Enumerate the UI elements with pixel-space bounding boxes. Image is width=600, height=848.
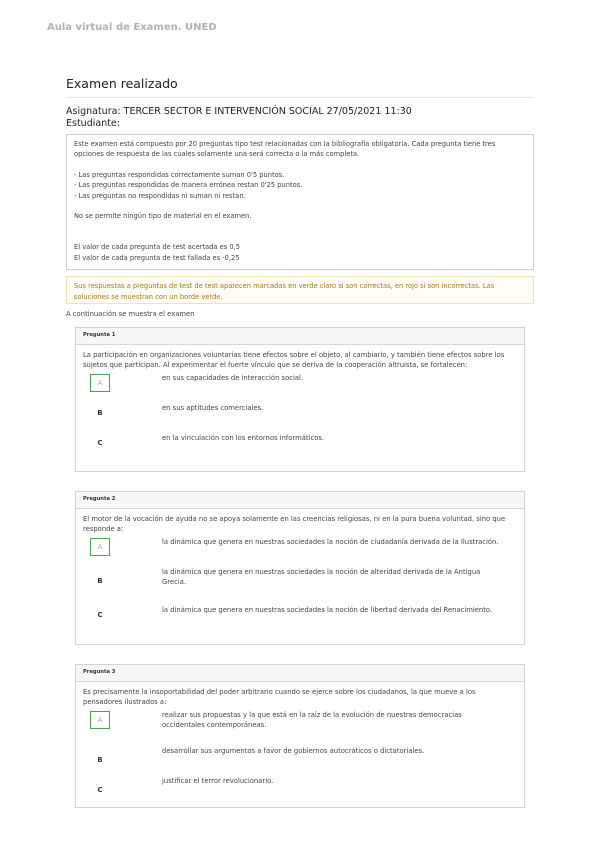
material-rule: No se permite ningún tipo de material en el examen. xyxy=(74,212,252,221)
answer-text: la dinámica que genera en nuestras sociedades la noción de libertad derivada del Renacimiento. xyxy=(162,606,493,614)
answer-option[interactable] xyxy=(76,534,524,564)
answer-text: desarrollar sus argumentos a favor de gobiernos autocráticos o dictatoriales. xyxy=(162,747,425,755)
answer-text: en sus aptitudes comerciales. xyxy=(162,404,264,412)
question-title: Pregunta 2 xyxy=(76,492,524,509)
answer-option[interactable] xyxy=(76,370,524,400)
answer-text: la dinámica que genera en nuestras sociedades la noción de alteridad derivada de la Antigua Grecia. xyxy=(162,568,481,586)
answer-option[interactable] xyxy=(76,400,524,430)
question-text: Es precisamente la insoportabilidad del poder arbitrario cuando se ejerce sobre los ciudadanos, la que mueve a los pensadores ilustrados a: xyxy=(83,688,476,706)
answer-letter: B xyxy=(97,756,103,764)
question-card xyxy=(75,327,525,472)
student-line: Estudiante: xyxy=(66,118,120,129)
question-title: Pregunta 1 xyxy=(76,328,524,345)
answer-option[interactable] xyxy=(76,743,524,773)
answer-text: realizar sus propuestas y la que está en la raíz de la evolución de nuestras democracias occidentales contemporáneas. xyxy=(162,711,462,729)
value-correct: El valor de cada pregunta de test acertada es 0,5 xyxy=(74,243,240,252)
value-wrong: El valor de cada pregunta de test fallada es -0,25 xyxy=(74,253,240,262)
answer-letter: C xyxy=(97,611,103,619)
answer-text: en sus capacidades de interacción social. xyxy=(162,374,304,382)
answer-text: la dinámica que genera en nuestras sociedades la noción de ciudadanía derivada de la Ilustración. xyxy=(162,538,499,546)
exam-intro-text: A continuación se muestra el examen xyxy=(66,310,195,318)
subject-heading xyxy=(66,106,534,130)
subject-line: Asignatura: TERCER SECTOR E INTERVENCIÓN SOCIAL 27/05/2021 11:30 xyxy=(66,106,412,117)
question-card xyxy=(75,491,525,645)
scoring-rule-correct: - Las preguntas respondidas correctamente suman 0'5 puntos. xyxy=(74,170,285,179)
answer-letter: C xyxy=(97,786,103,794)
answer-option[interactable] xyxy=(76,707,524,743)
instructions-paragraph: Este examen está compuesto por 20 preguntas tipo test relacionadas con la bibliografía obligatoria. Cada pregunta tiene tres opciones de respuesta de las cuales solamente una será correcta o la más completa. xyxy=(74,140,496,159)
answer-option[interactable] xyxy=(76,430,524,460)
page-title: Examen realizado xyxy=(66,76,534,98)
question-text: La participación en organizaciones voluntarias tiene efectos sobre el objeto, al cambiarlo, y también tiene efectos sobre los sujetos que participan. Al experimentar el fuerte vínculo que se deriva de la cooperación altruista, se fortalecen: xyxy=(83,351,505,369)
answer-text: en la vinculación con los entornos informáticos. xyxy=(162,434,325,442)
answer-letter: B xyxy=(97,577,103,585)
answer-text: justificar el terror revolucionario. xyxy=(162,777,274,785)
answer-option[interactable] xyxy=(76,564,524,602)
site-title: Aula virtual de Examen. UNED xyxy=(47,22,217,33)
answer-legend-notice: Sus respuestas a preguntas de test de test aparecen marcadas en verde claro si son correctas, en rojo si son incorrectas. Las soluciones se muestran con un borde verde. xyxy=(66,276,534,304)
scoring-rule-blank: - Las preguntas no respondidas ni suman ni restan. xyxy=(74,191,246,200)
answer-list xyxy=(76,534,524,632)
answer-letter-correct: A xyxy=(90,538,110,556)
answer-option[interactable] xyxy=(76,773,524,803)
exam-summary xyxy=(66,76,534,318)
question-title: Pregunta 3 xyxy=(76,665,524,682)
answer-option[interactable] xyxy=(76,602,524,632)
answer-letter: B xyxy=(97,409,103,417)
scoring-rule-wrong: - Las preguntas respondidas de manera errónea restan 0'25 puntos. xyxy=(74,181,303,190)
answer-letter: C xyxy=(97,439,103,447)
answer-letter-correct: A xyxy=(90,374,110,392)
exam-instructions xyxy=(66,134,534,270)
question-text: El motor de la vocación de ayuda no se apoya solamente en las creencias religiosas, ni en la pura buena voluntad, sino que responde a: xyxy=(83,515,506,533)
answer-list xyxy=(76,370,524,460)
answer-letter-correct: A xyxy=(90,711,110,729)
question-card xyxy=(75,664,525,808)
answer-list xyxy=(76,707,524,803)
